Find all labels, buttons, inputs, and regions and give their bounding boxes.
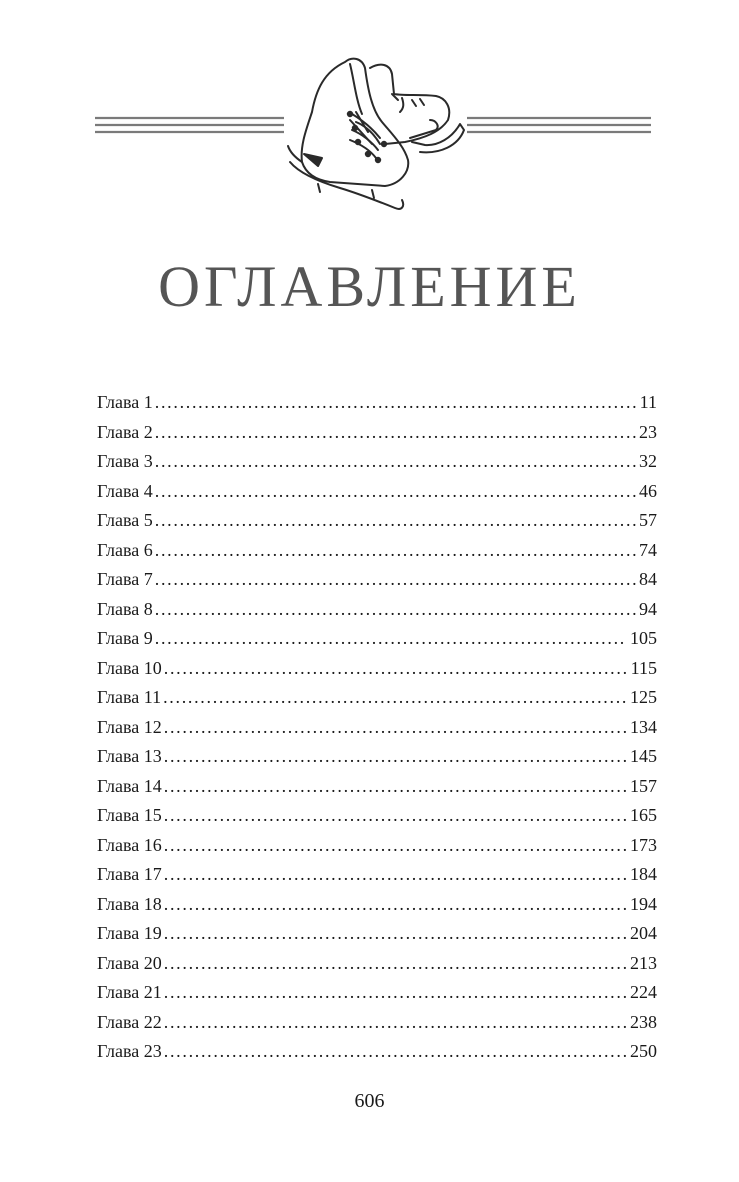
page-title: ОГЛАВЛЕНИЕ <box>158 254 581 319</box>
toc-chapter-label: Глава 20 <box>97 952 162 973</box>
toc-entry <box>97 801 657 831</box>
toc-entry <box>97 978 657 1008</box>
toc-page-number: 184 <box>630 864 657 884</box>
toc-page-number: 57 <box>639 510 657 530</box>
toc-page-number: 238 <box>630 1011 657 1032</box>
toc-dot-leader <box>164 831 627 861</box>
toc-dot-leader <box>164 890 627 920</box>
toc-entry <box>97 418 657 448</box>
toc-entry <box>97 860 657 890</box>
toc-chapter-label: Глава 22 <box>97 1011 162 1032</box>
toc-entry <box>97 477 657 507</box>
toc-dot-leader <box>155 418 636 448</box>
toc-dot-leader <box>164 860 627 890</box>
toc-chapter-label: Глава 14 <box>97 775 162 796</box>
toc-chapter-label: Глава 12 <box>97 716 162 737</box>
toc-entry <box>97 919 657 949</box>
toc-page-number: 134 <box>630 716 657 737</box>
toc-chapter-label: Глава 6 <box>97 539 153 560</box>
toc-page-number: 23 <box>639 421 657 442</box>
toc-dot-leader <box>155 477 636 507</box>
toc-dot-leader <box>163 683 627 713</box>
toc-chapter-label: Глава 7 <box>97 569 153 589</box>
toc-entry <box>97 949 657 979</box>
toc-chapter-label: Глава 19 <box>97 923 162 943</box>
toc-page-number: 32 <box>639 451 657 471</box>
toc-dot-leader <box>164 772 627 802</box>
toc-entry <box>97 388 657 418</box>
table-of-contents <box>97 388 657 1067</box>
toc-chapter-label: Глава 23 <box>97 1041 162 1061</box>
toc-page-number: 213 <box>630 952 657 973</box>
toc-chapter-label: Глава 11 <box>97 687 162 707</box>
toc-page-number: 105 <box>630 628 657 648</box>
toc-dot-leader <box>164 713 627 743</box>
toc-chapter-label: Глава 9 <box>97 628 153 648</box>
toc-page-number: 173 <box>630 834 657 855</box>
toc-page-number: 11 <box>639 392 657 412</box>
toc-chapter-label: Глава 10 <box>97 657 162 678</box>
toc-dot-leader <box>164 801 627 831</box>
toc-dot-leader <box>164 742 627 772</box>
toc-page-number: 115 <box>630 657 657 678</box>
toc-dot-leader <box>164 978 627 1008</box>
toc-chapter-label: Глава 16 <box>97 834 162 855</box>
toc-dot-leader <box>155 536 636 566</box>
toc-page-number: 194 <box>630 893 657 914</box>
ice-skates-icon <box>0 50 739 220</box>
toc-dot-leader <box>155 447 636 477</box>
toc-chapter-label: Глава 4 <box>97 480 153 501</box>
toc-entry <box>97 447 657 477</box>
toc-dot-leader <box>155 595 636 625</box>
toc-page-number: 157 <box>630 775 657 796</box>
toc-entry <box>97 595 657 625</box>
toc-entry <box>97 742 657 772</box>
toc-page-number: 74 <box>639 539 657 560</box>
toc-chapter-label: Глава 1 <box>97 392 153 412</box>
toc-entry <box>97 683 657 713</box>
toc-page-number: 224 <box>630 982 657 1002</box>
toc-entry <box>97 536 657 566</box>
toc-dot-leader <box>155 388 637 418</box>
toc-page-number: 94 <box>639 598 657 619</box>
toc-chapter-label: Глава 2 <box>97 421 153 442</box>
toc-entry <box>97 654 657 684</box>
toc-page-number: 46 <box>639 480 657 501</box>
toc-chapter-label: Глава 15 <box>97 805 162 825</box>
toc-entry <box>97 624 657 654</box>
toc-page-number: 165 <box>630 805 657 825</box>
toc-page-number: 250 <box>630 1041 657 1061</box>
toc-chapter-label: Глава 5 <box>97 510 153 530</box>
toc-entry <box>97 831 657 861</box>
toc-chapter-label: Глава 21 <box>97 982 162 1002</box>
toc-entry <box>97 1037 657 1067</box>
toc-chapter-label: Глава 13 <box>97 746 162 766</box>
toc-entry <box>97 565 657 595</box>
toc-chapter-label: Глава 3 <box>97 451 153 471</box>
toc-dot-leader <box>164 1008 627 1038</box>
toc-page-number: 145 <box>630 746 657 766</box>
toc-dot-leader <box>164 1037 627 1067</box>
toc-page-number: 84 <box>639 569 657 589</box>
toc-dot-leader <box>164 654 628 684</box>
toc-chapter-label: Глава 18 <box>97 893 162 914</box>
toc-dot-leader <box>155 506 636 536</box>
toc-page-number: 125 <box>630 687 657 707</box>
toc-entry <box>97 772 657 802</box>
page-number: 606 <box>354 1090 385 1112</box>
toc-page-number: 204 <box>630 923 657 943</box>
toc-entry <box>97 713 657 743</box>
toc-dot-leader <box>155 565 636 595</box>
toc-dot-leader <box>164 919 627 949</box>
toc-entry <box>97 890 657 920</box>
toc-chapter-label: Глава 17 <box>97 864 162 884</box>
toc-dot-leader <box>164 949 627 979</box>
toc-entry <box>97 506 657 536</box>
toc-chapter-label: Глава 8 <box>97 598 153 619</box>
toc-dot-leader <box>155 624 627 654</box>
header-ornament <box>0 50 739 220</box>
toc-entry <box>97 1008 657 1038</box>
